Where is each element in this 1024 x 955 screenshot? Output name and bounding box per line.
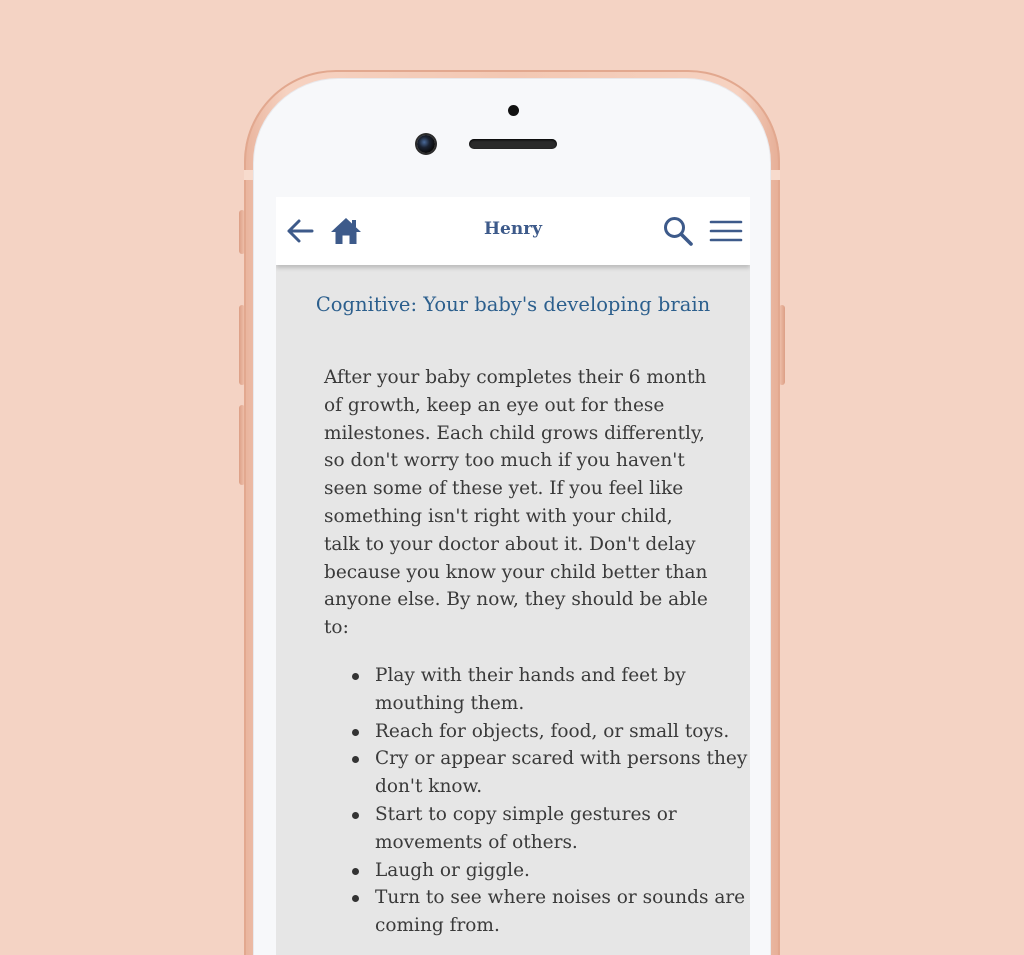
list-item: Start to copy simple gestures or movements of others. xyxy=(375,801,750,857)
proximity-sensor xyxy=(508,105,519,116)
article-title: Cognitive: Your baby's developing brain xyxy=(315,293,711,316)
list-item: Cry or appear scared with persons they don't know. xyxy=(375,745,750,801)
intro-paragraph: After your baby completes their 6 month of growth, keep an eye out for these milestones. Each child grows differently, so don't worry too much if you haven't seen some of these yet. If you feel like something isn't right with your child, talk to your doctor about it. Don't delay because you know your child better than anyone else. By now, they should be able to: xyxy=(324,367,708,639)
menu-button[interactable] xyxy=(708,213,744,249)
list-item: Laugh or giggle. xyxy=(375,857,750,885)
app-bar xyxy=(276,197,750,265)
list-item: Turn to see where noises or sounds are coming from. xyxy=(375,884,750,940)
earpiece-speaker xyxy=(469,139,557,149)
phone-screen xyxy=(276,197,750,955)
hamburger-menu-icon xyxy=(709,218,743,244)
list-item: Reach for objects, food, or small toys. xyxy=(375,718,750,746)
milestones-list xyxy=(324,662,750,940)
search-button[interactable] xyxy=(660,213,696,249)
app-title: Henry xyxy=(483,219,543,239)
list-item: Play with their hands and feet by mouthing them. xyxy=(375,662,750,718)
search-icon xyxy=(662,215,694,247)
front-camera xyxy=(417,135,435,153)
